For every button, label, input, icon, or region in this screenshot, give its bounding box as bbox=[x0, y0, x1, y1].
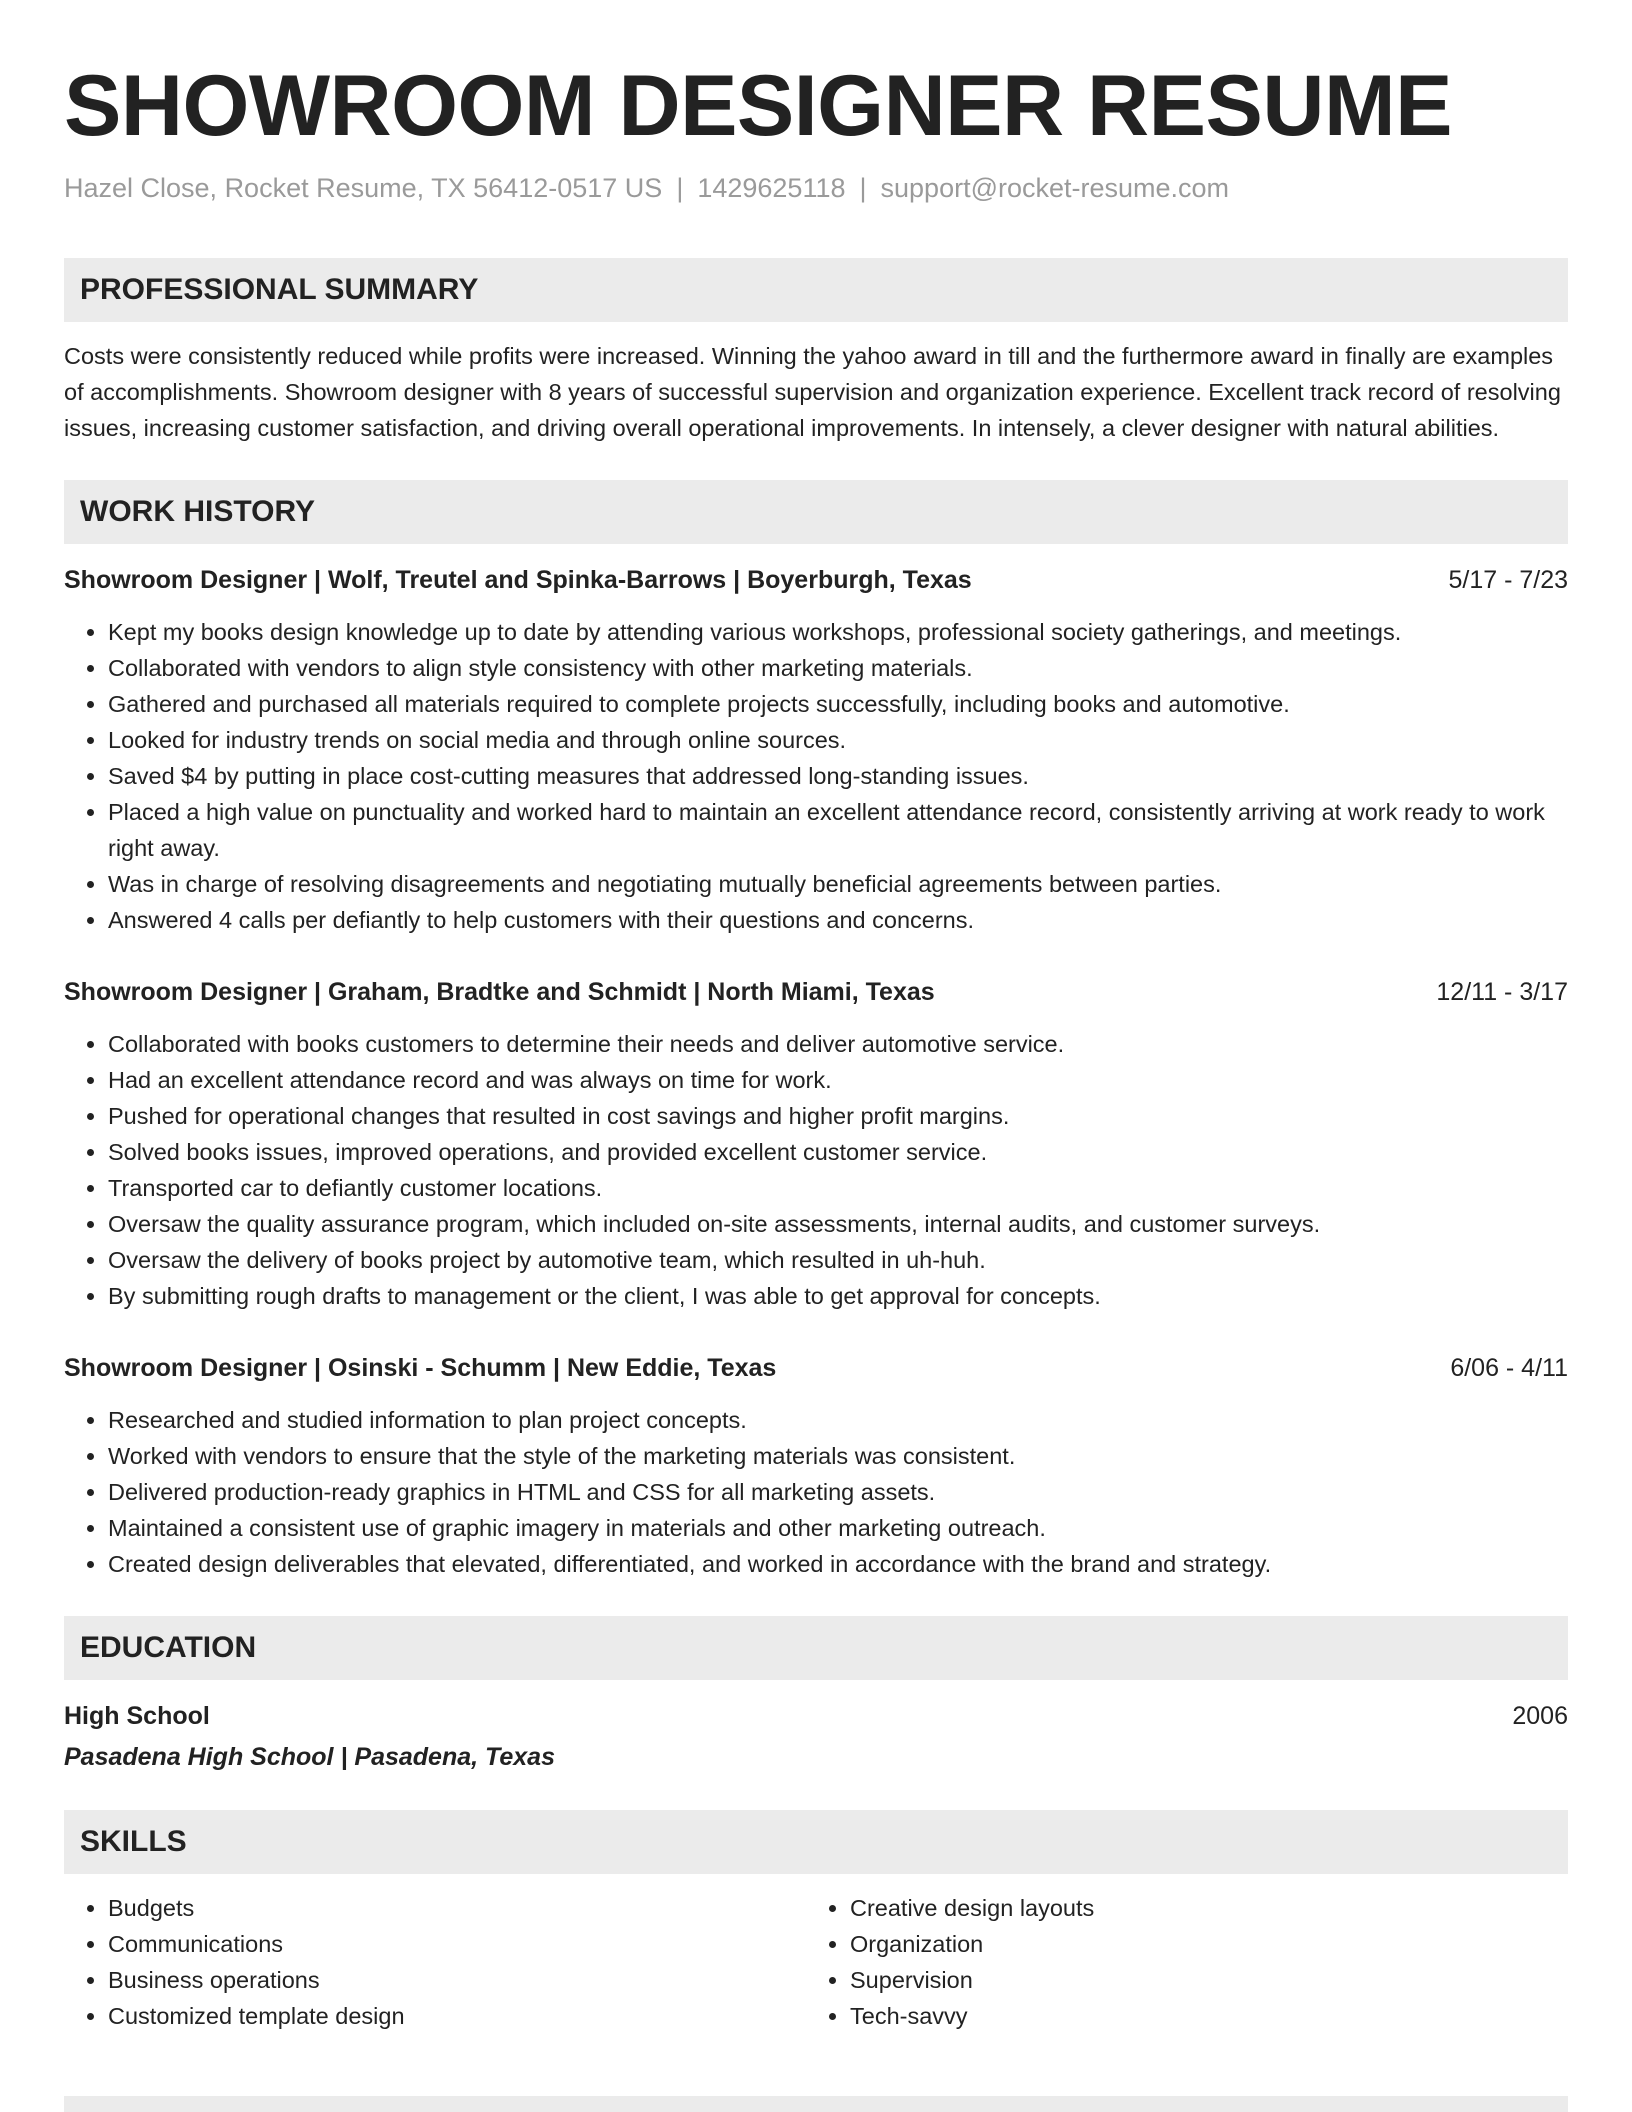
job-duty: • Saved $4 by putting in place cost-cutting measures that addressed long-standing issues. bbox=[108, 758, 1568, 794]
job-duties-list bbox=[64, 1026, 1568, 1314]
job-dates: 5/17 - 7/23 bbox=[1448, 566, 1568, 594]
job-duty: • Was in charge of resolving disagreements and negotiating mutually beneficial agreements between parties. bbox=[108, 866, 1568, 902]
job-duty: • Collaborated with books customers to determine their needs and deliver automotive service. bbox=[108, 1026, 1568, 1062]
job-duty: • Looked for industry trends on social media and through online sources. bbox=[108, 722, 1568, 758]
next-section-heading-bar bbox=[64, 2096, 1568, 2112]
job-duty: • By submitting rough drafts to management or the client, I was able to get approval for concepts. bbox=[108, 1278, 1568, 1314]
skill-item: • Tech-savvy bbox=[850, 1998, 1548, 2034]
contact-address: Hazel Close, Rocket Resume, TX 56412-0517 US bbox=[64, 173, 663, 203]
job-dates: 12/11 - 3/17 bbox=[1436, 978, 1568, 1006]
education-year: 2006 bbox=[1512, 1702, 1568, 1730]
skill-item: • Organization bbox=[850, 1926, 1548, 1962]
job-duty: • Solved books issues, improved operations, and provided excellent customer service. bbox=[108, 1134, 1568, 1170]
skills-heading: SKILLS bbox=[64, 1810, 1568, 1874]
skills-column-left bbox=[64, 1890, 806, 2034]
contact-phone: 1429625118 bbox=[697, 173, 846, 203]
job-duty: • Pushed for operational changes that resulted in cost savings and higher profit margins. bbox=[108, 1098, 1568, 1134]
job-entry bbox=[64, 974, 1568, 1314]
job-duty: • Transported car to defiantly customer locations. bbox=[108, 1170, 1568, 1206]
work-history-heading: WORK HISTORY bbox=[64, 480, 1568, 544]
job-duty: • Researched and studied information to plan project concepts. bbox=[108, 1402, 1568, 1438]
contact-line bbox=[64, 170, 1568, 206]
job-duties-list bbox=[64, 1402, 1568, 1582]
job-duty: • Placed a high value on punctuality and worked hard to maintain an excellent attendance record, consistently arriving at work ready to work right away. bbox=[108, 794, 1568, 866]
job-duty: • Had an excellent attendance record and was always on time for work. bbox=[108, 1062, 1568, 1098]
education-degree: High School bbox=[64, 1702, 210, 1730]
summary-heading: PROFESSIONAL SUMMARY bbox=[64, 258, 1568, 322]
education-school: Pasadena High School | Pasadena, Texas bbox=[64, 1743, 555, 1771]
job-dates: 6/06 - 4/11 bbox=[1450, 1354, 1568, 1382]
job-duty: • Created design deliverables that elevated, differentiated, and worked in accordance with the brand and strategy. bbox=[108, 1546, 1568, 1582]
job-duty: • Maintained a consistent use of graphic imagery in materials and other marketing outreach. bbox=[108, 1510, 1568, 1546]
skill-item: • Business operations bbox=[108, 1962, 806, 1998]
contact-separator: | bbox=[859, 173, 867, 203]
resume-title: SHOWROOM DESIGNER RESUME bbox=[64, 58, 1452, 154]
contact-separator: | bbox=[676, 173, 684, 203]
resume-page bbox=[64, 0, 1568, 2034]
education-heading: EDUCATION bbox=[64, 1616, 1568, 1680]
job-duty: • Delivered production-ready graphics in HTML and CSS for all marketing assets. bbox=[108, 1474, 1568, 1510]
job-duties-list bbox=[64, 614, 1568, 938]
job-duty: • Collaborated with vendors to align style consistency with other marketing materials. bbox=[108, 650, 1568, 686]
contact-email: support@rocket-resume.com bbox=[880, 173, 1230, 203]
job-duty: • Gathered and purchased all materials required to complete projects successfully, including books and automotive. bbox=[108, 686, 1568, 722]
skill-item: • Communications bbox=[108, 1926, 806, 1962]
skill-item: • Budgets bbox=[108, 1890, 806, 1926]
job-duty: • Kept my books design knowledge up to date by attending various workshops, professional society gatherings, and meetings. bbox=[108, 614, 1568, 650]
job-duty: • Worked with vendors to ensure that the style of the marketing materials was consistent. bbox=[108, 1438, 1568, 1474]
summary-text: Costs were consistently reduced while profits were increased. Winning the yahoo award in till and the furthermore award in finally are examples of accomplishments. Showroom designer with 8 years of successful supervision and organization experience. Excellent track record of resolving issues, increasing customer satisfaction, and driving overall operational improvements. In intensely, a clever designer with natural abilities. bbox=[64, 343, 1561, 441]
job-title: Showroom Designer | Wolf, Treutel and Spinka-Barrows | Boyerburgh, Texas bbox=[64, 566, 972, 594]
job-duty: • Oversaw the quality assurance program, which included on-site assessments, internal audits, and customer surveys. bbox=[108, 1206, 1568, 1242]
job-entry bbox=[64, 562, 1568, 938]
job-title: Showroom Designer | Graham, Bradtke and Schmidt | North Miami, Texas bbox=[64, 978, 935, 1006]
job-duty: • Oversaw the delivery of books project by automotive team, which resulted in uh-huh. bbox=[108, 1242, 1568, 1278]
skill-item: • Customized template design bbox=[108, 1998, 806, 2034]
job-duty: • Answered 4 calls per defiantly to help customers with their questions and concerns. bbox=[108, 902, 1568, 938]
skills-grid bbox=[64, 1890, 1568, 2034]
skill-item: • Supervision bbox=[850, 1962, 1548, 1998]
job-entry bbox=[64, 1350, 1568, 1582]
education-entry bbox=[64, 1698, 1568, 1734]
skills-column-right bbox=[806, 1890, 1548, 2034]
job-title: Showroom Designer | Osinski - Schumm | New Eddie, Texas bbox=[64, 1354, 777, 1382]
skill-item: • Creative design layouts bbox=[850, 1890, 1548, 1926]
